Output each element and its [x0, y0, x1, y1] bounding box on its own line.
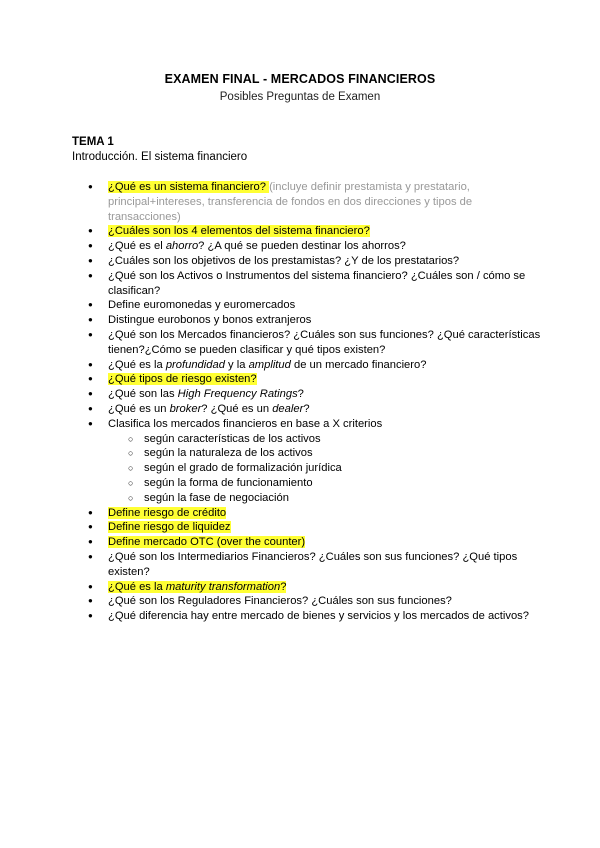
question-text: ? ¿A qué se pueden destinar los ahorros? [198, 240, 406, 253]
question-emphasis: High Frequency Ratings [177, 388, 298, 401]
sub-list-item: ○ según el grado de formalización jurídica [108, 461, 542, 476]
question-text: ¿Qué diferencia hay entre mercado de bienes y servicios y los mercados de activos? [108, 610, 529, 623]
question-text: ¿Cuáles son los 4 elementos del sistema financiero? [108, 225, 370, 238]
section-intro: Introducción. El sistema financiero [72, 151, 248, 163]
question-emphasis: maturity transformation [165, 580, 281, 593]
question-note: (incluye definir prestamista y prestatario, principal+intereses, transferencia de fondos en dos direcciones y tipos de transacciones) [108, 181, 473, 223]
list-item [72, 328, 542, 358]
sub-list-item: ○ según la naturaleza de los activos [108, 446, 542, 461]
list-item [72, 520, 542, 535]
question-text: Clasifica los mercados financieros en base a X criterios [108, 417, 383, 430]
list-item [72, 387, 542, 402]
list-item [72, 372, 542, 387]
question-text: ¿Qué son las [108, 388, 178, 401]
question-text: de un mercado financiero? [290, 358, 427, 371]
question-emphasis: broker [169, 402, 202, 415]
question-text: y la [224, 358, 249, 371]
question-text: ? [297, 388, 304, 401]
question-text: Define riesgo de crédito [108, 506, 227, 519]
list-item [72, 239, 542, 254]
list-item [72, 313, 542, 328]
question-text: ? ¿Qué es un [201, 402, 273, 415]
sub-list-item: ○ según características de los activos [108, 432, 542, 447]
question-text: ¿Qué tipos de riesgo existen? [108, 373, 257, 386]
sub-list [108, 432, 542, 506]
question-text: ¿Qué son los Activos o Instrumentos del sistema financiero? ¿Cuáles son / cómo se clasifican? [108, 269, 526, 297]
section-heading: TEMA 1 [72, 136, 114, 148]
list-item [72, 506, 542, 521]
sub-list-item: ○ según la forma de funcionamiento [108, 476, 542, 491]
question-text: ¿Qué son los Intermediarios Financieros? ¿Cuáles son sus funciones? ¿Qué tipos existen? [108, 550, 518, 578]
sub-list-item: ○ según la fase de negociación [108, 491, 542, 506]
list-item [72, 535, 542, 550]
list-item [72, 224, 542, 239]
list-item [72, 180, 542, 224]
list-item [72, 417, 542, 506]
list-item [72, 358, 542, 373]
question-text: ¿Qué es el [108, 240, 166, 253]
question-text: ¿Cuáles son los objetivos de los prestamistas? ¿Y de los prestatarios? [108, 254, 460, 267]
list-item [72, 298, 542, 313]
question-emphasis: dealer [272, 402, 304, 415]
list-item [72, 609, 542, 624]
question-text: ¿Qué son los Reguladores Financieros? ¿Cuáles son sus funciones? [108, 595, 452, 608]
question-text: ¿Qué son los Mercados financieros? ¿Cuáles son sus funciones? ¿Qué características tienen?¿Cómo se pueden clasificar y qué tipos existen? [108, 328, 541, 356]
list-item [72, 550, 542, 580]
question-text: Define mercado OTC (over the counter) [108, 536, 306, 549]
question-text: ? [280, 580, 287, 593]
list-item [72, 269, 542, 299]
question-text: Distingue eurobonos y bonos extranjeros [108, 314, 312, 327]
document-subtitle: Posibles Preguntas de Examen [219, 91, 381, 103]
question-list [72, 180, 542, 624]
question-text: ¿Qué es la [108, 358, 166, 371]
question-emphasis: profundidad [165, 358, 225, 371]
question-emphasis: amplitud [248, 358, 291, 371]
question-text: ¿Qué es la [108, 580, 166, 593]
list-item [72, 594, 542, 609]
question-text: ¿Qué es un sistema financiero? [108, 181, 270, 193]
list-item [72, 254, 542, 269]
question-text: ? [303, 402, 310, 415]
question-text: Define riesgo de liquidez [108, 521, 231, 534]
question-text: Define euromonedas y euromercados [108, 299, 296, 312]
list-item [72, 580, 542, 595]
question-text: ¿Qué es un [108, 402, 170, 415]
document-title: EXAMEN FINAL - MERCADOS FINANCIEROS [164, 72, 436, 86]
question-emphasis: ahorro [165, 240, 199, 253]
list-item [72, 402, 542, 417]
